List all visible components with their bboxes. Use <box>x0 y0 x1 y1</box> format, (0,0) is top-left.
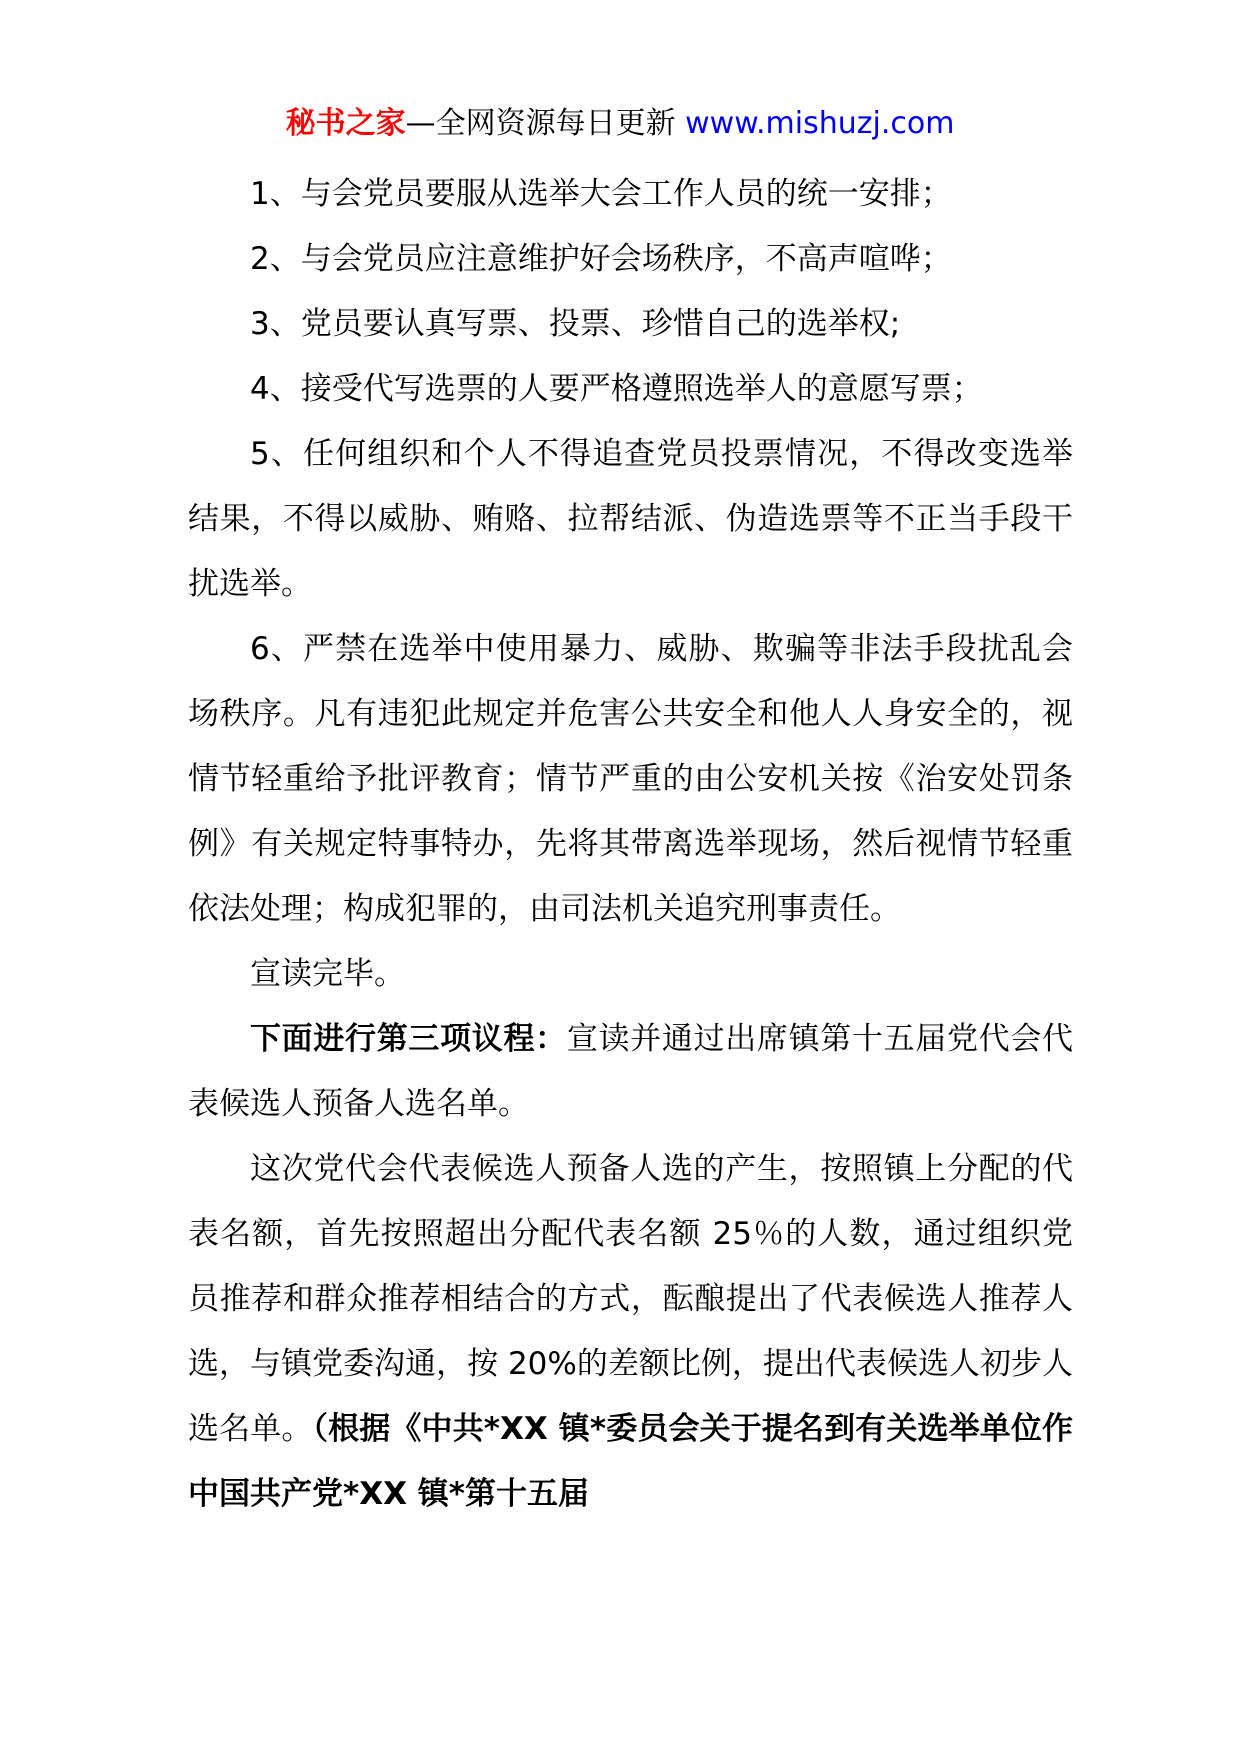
paragraph-agenda-three <box>188 1007 1073 1137</box>
site-tagline: —全网资源每日更新 <box>405 106 676 141</box>
paragraph-reading-done <box>188 942 1073 1007</box>
site-url[interactable]: www.mishuzj.com <box>685 106 955 141</box>
paragraph-text: 6、严禁在选举中使用暴力、威胁、欺骗等非法手段扰乱会场秩序。凡有违犯此规定并危害公共安全和他人人身安全的，视情节轻重给予批评教育；情节严重的由公安机关按《治安处罚条例》有关规定特事特办，先将其带离选举现场，然后视情节轻重依法处理；构成犯罪的，由司法机关追究刑事责任。 <box>188 631 1073 927</box>
paragraph-text: 宣读并通过出席镇第十五届党代会代表候选人预备人选名单。 <box>188 1021 1074 1122</box>
paragraph-rule-6 <box>188 617 1073 942</box>
site-brand: 秘书之家 <box>285 106 406 141</box>
site-header <box>0 100 1240 148</box>
paragraph-text: 2、与会党员应注意维护好会场秩序，不高声喧哗； <box>250 241 952 277</box>
paragraph-candidate-process <box>188 1137 1073 1527</box>
paragraph-rule-2 <box>188 227 1073 292</box>
paragraph-rule-1 <box>188 162 1073 227</box>
paragraph-rule-3 <box>188 292 1073 357</box>
citation-note: （根据《中共*XX 镇*委员会关于提名到有关选举单位作中国共产党*XX 镇*第十五届 <box>188 1411 1074 1512</box>
paragraph-rule-4 <box>188 357 1073 422</box>
paragraph-text: 3、党员要认真写票、投票、珍惜自己的选举权; <box>250 306 901 342</box>
paragraph-text: 宣读完毕。 <box>250 956 405 992</box>
paragraph-text: 5、任何组织和个人不得追查党员投票情况，不得改变选举结果，不得以威胁、贿赂、拉帮结派、伪造选票等不正当手段干扰选举。 <box>188 436 1073 602</box>
document-body <box>188 162 1073 1527</box>
agenda-heading: 下面进行第三项议程： <box>250 1021 567 1057</box>
paragraph-text: 这次党代会代表候选人预备人选的产生，按照镇上分配的代表名额，首先按照超出分配代表名额 25％的人数，通过组织党员推荐和群众推荐相结合的方式，酝酿提出了代表候选人推荐人选，与镇党委沟通，按 20%的差额比例，提出代表候选人初步人选名单。 <box>188 1151 1073 1447</box>
paragraph-text: 4、接受代写选票的人要严格遵照选举人的意愿写票； <box>250 371 983 407</box>
paragraph-rule-5 <box>188 422 1073 617</box>
paragraph-text: 1、与会党员要服从选举大会工作人员的统一安排； <box>250 176 952 212</box>
